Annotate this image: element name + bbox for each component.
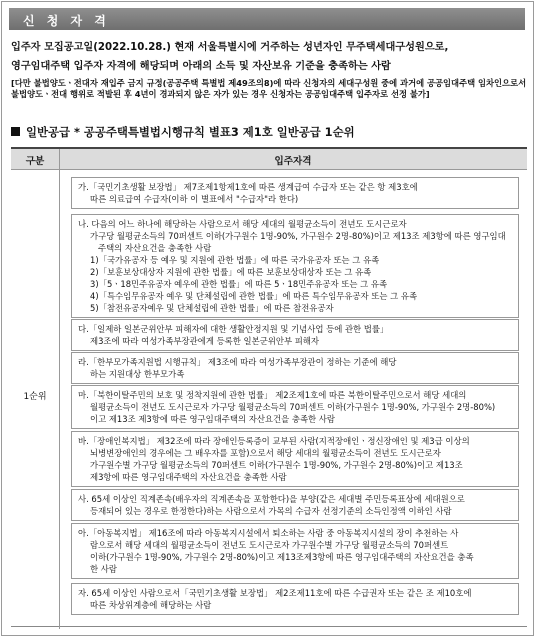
qualification-item bbox=[71, 489, 519, 521]
item-line: 5)「참전유공자예우 및 단체설립에 관한 법률」에 따른 참전유공자 bbox=[90, 303, 334, 313]
item-line: 자. 65세 이상인 사람으로서「국민기초생활 보장법」 제2조제11호에 따른 수급권자 또는 같은 조 제10호에 bbox=[78, 588, 472, 598]
item-line: 가구원수별 가구당 월평균소득의 70퍼센트 이하(가구원수 1명-90%, 가구원수 2명-80%)이고 제13조 bbox=[90, 460, 463, 470]
item-line: 등재되어 있는 경우로 한정한다)하는 사람으로서 가목의 수급자 선정기준의 소득인정액 이하인 사람 bbox=[90, 506, 452, 516]
item-line: 람으로서 해당 세대의 월평균소득이 전년도 도시근로자 가구원수별 가구당 월평균소득의 70퍼센트 bbox=[90, 540, 449, 550]
rank-label: 1순위 bbox=[23, 392, 47, 402]
square-bullet-icon bbox=[11, 127, 20, 136]
item-line: 3)「5ㆍ18민주유공자 예우에 관한 법률」에 따른 5ㆍ18민주유공자 또는 그 유족 bbox=[90, 279, 388, 289]
item-line: 1)「국가유공자 등 예우 및 지원에 관한 법률」에 따른 국가유공자 또는 그 유족 bbox=[90, 255, 380, 265]
qualification-item bbox=[71, 319, 519, 351]
intro-line-1: 입주자 모집공고일(2022.10.28.) 현재 서울특별시에 거주하는 성년자인 무주택세대구성원으로, bbox=[11, 42, 449, 53]
qualification-item bbox=[71, 523, 519, 579]
item-line: 나. 다음의 어느 하나에 해당하는 사람으로서 해당 세대의 월평균소득이 전년도 도시근로자 bbox=[78, 219, 407, 229]
table-header-qualification: 입주자격 bbox=[274, 156, 312, 167]
eligibility-table bbox=[11, 147, 527, 627]
item-line: 라.「한부모가족지원법 시행규칙」 제3조에 따라 여성가족부장관이 정하는 기준에 해당 bbox=[78, 357, 397, 367]
item-line: 4)「특수임무유공자 예우 및 단체설립에 관한 법률」에 따른 특수임무유공자 또는 그 유족 bbox=[90, 291, 418, 301]
item-line: 제3항에 따른 영구임대주택의 자산요건을 충족한 사람 bbox=[90, 472, 287, 482]
column-divider bbox=[59, 149, 60, 629]
item-line: 하는 지원대상 한부모가족 bbox=[90, 369, 185, 379]
qualification-item bbox=[71, 352, 519, 384]
table-header-category: 구분 bbox=[25, 156, 45, 167]
item-line: 가구당 월평균소득의 70퍼센트 이하(가구원수 1명-90%, 가구원수 2명-80%)이고 제13조 제3항에 따른 영구임대 bbox=[90, 231, 506, 241]
item-line: 마.「북한이탈주민의 보호 및 정착지원에 관한 법률」 제2조제1호에 따른 북한이탈주민으로서 해당 세대의 bbox=[78, 390, 467, 400]
section-header-title: 신 청 자 격 bbox=[23, 14, 110, 28]
intro-line-2: 영구임대주택 입주자 자격에 해당되며 아래의 소득 및 자산보유 기준을 충족하는 사람 bbox=[11, 61, 391, 72]
qualification-item bbox=[71, 385, 519, 429]
intro-note: [다만 불법양도ㆍ전대자 재입주 금지 규정(공공주택 특별법 제49조의8)에 따라 신청자의 세대구성원 중에 과거에 공공임대주택 임차인으로서 불법양도ㆍ전대 행위로 적발된 후 4년이 경과되지 않은 자가 있는 경우 신청자는 공공임대주택 입주자로 선정 불가] bbox=[11, 78, 527, 99]
item-line: 제3조에 따라 여성가족부장관에게 등록한 일본군위안부 피해자 bbox=[90, 336, 319, 346]
table-header bbox=[11, 149, 527, 170]
qualification-item bbox=[71, 177, 519, 209]
item-line: 뇌병변장애인의 경우에는 그 배우자를 포함)으로서 해당 세대의 월평균소득이 전년도 도시근로자 bbox=[90, 448, 441, 458]
item-line: 따른 차상위계층에 해당하는 사람 bbox=[90, 600, 212, 610]
item-line: 이하(가구원수 1명-90%, 가구원수 2명-80%)이고 제13조제3항에 따른 영구임대주택의 자산요건을 충족 bbox=[90, 552, 474, 562]
qualification-item bbox=[71, 583, 519, 615]
item-line: 아.「아동복지법」 제16조에 따라 아동복지시설에서 퇴소하는 사람 중 아동복지시설의 장이 추천하는 사 bbox=[78, 528, 459, 538]
item-line: 2)「보훈보상대상자 지원에 관한 법률」에 따른 보훈보상대상자 또는 그 유족 bbox=[90, 267, 372, 277]
item-line: 바.「장애인복지법」 제32조에 따라 장애인등록증이 교부된 사람(지적장애인ㆍ정신장애인 및 제3급 이상의 bbox=[78, 436, 470, 446]
qualification-item bbox=[71, 431, 519, 487]
item-line: 따른 의료급여 수급자(이하 이 별표에서 "수급자"라 한다) bbox=[90, 194, 299, 204]
item-line: 월평균소득이 전년도 도시근로자 가구당 월평균소득의 70퍼센트 이하(가구원수 1명-90%, 가구원수 2명-80%) bbox=[90, 402, 496, 412]
section-title-text: 일반공급 * 공공주택특별법시행규칙 별표3 제1호 일반공급 1순위 bbox=[26, 125, 355, 139]
qualification-item bbox=[71, 214, 519, 318]
section-header-bar bbox=[9, 8, 525, 30]
item-line: 사. 65세 이상인 직계존속(배우자의 직계존속을 포함한다)을 부양(같은 세대별 주민등록표상에 세대원으로 bbox=[78, 494, 465, 504]
item-line: 가.「국민기초생활 보장법」 제7조제1항제1호에 따른 생계급여 수급자 또는 같은 항 제3호에 bbox=[78, 182, 418, 192]
item-line: 다.「일제하 일본군위안부 피해자에 대한 생활안정지원 및 기념사업 등에 관한 법률」 bbox=[78, 324, 389, 334]
item-line: 이고 제13조 제3항에 따른 영구임대주택의 자산요건을 충족한 사람 bbox=[90, 414, 335, 424]
section-title bbox=[11, 124, 355, 140]
item-line: 한 사람 bbox=[90, 564, 117, 574]
item-line: 주택의 자산요건을 충족한 사람 bbox=[98, 243, 212, 253]
